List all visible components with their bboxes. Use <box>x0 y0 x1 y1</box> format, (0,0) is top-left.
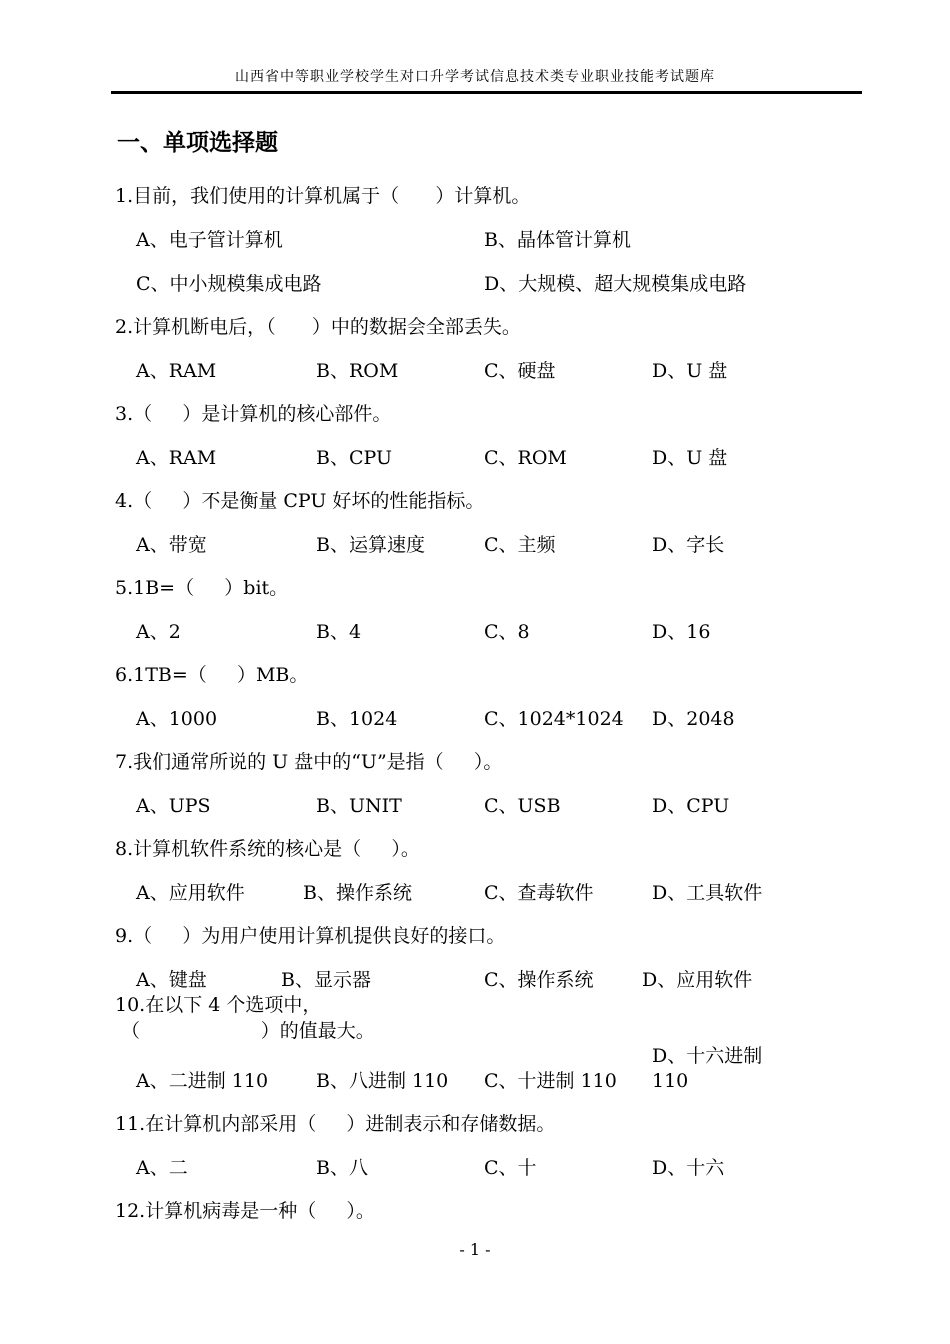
option-a: A、1000 <box>136 708 218 730</box>
option-b: B、ROM <box>316 360 399 382</box>
option-b: B、1024 <box>316 708 398 730</box>
question-stem: 7.我们通常所说的 U 盘中的“U”是指（ ）。 <box>115 751 503 773</box>
question-stem: 8.计算机软件系统的核心是（ ）。 <box>115 838 420 860</box>
question-stem: 12.计算机病毒是一种（ ）。 <box>115 1200 375 1222</box>
option-d: D、U 盘 <box>652 447 728 469</box>
option-b: B、UNIT <box>316 795 402 817</box>
option-c: C、8 <box>484 621 530 643</box>
question-stem: 3.（ ）是计算机的核心部件。 <box>115 403 392 425</box>
option-c: C、操作系统 <box>484 969 594 991</box>
option-a: A、2 <box>136 621 181 643</box>
option-d: D、十六进制 <box>652 1045 763 1067</box>
option-d-continued: 110 <box>652 1070 689 1092</box>
option-c: C、主频 <box>484 534 556 556</box>
question-stem: 9.（ ）为用户使用计算机提供良好的接口。 <box>115 925 506 947</box>
option-a: A、UPS <box>136 795 211 817</box>
option-c: C、ROM <box>484 447 567 469</box>
section-title: 一、单项选择题 <box>117 130 278 156</box>
question-stem: 2.计算机断电后，（ ）中的数据会全部丢失。 <box>115 316 521 338</box>
option-c: C、中小规模集成电路 <box>136 273 322 295</box>
option-b: B、运算速度 <box>316 534 425 556</box>
option-d: D、应用软件 <box>642 969 753 991</box>
option-b: B、晶体管计算机 <box>484 229 631 251</box>
option-c: C、USB <box>484 795 561 817</box>
option-a: A、键盘 <box>136 969 207 991</box>
option-a: A、RAM <box>136 360 217 382</box>
option-d: D、十六 <box>652 1157 725 1179</box>
page-header: 山西省中等职业学校学生对口升学考试信息技术类专业职业技能考试题库 <box>235 69 715 85</box>
question-stem: 1.目前，我们使用的计算机属于（ ）计算机。 <box>115 185 531 207</box>
option-c: C、十进制 110 <box>484 1070 617 1092</box>
option-a: A、电子管计算机 <box>136 229 283 251</box>
question-stem: 11.在计算机内部采用（ ）进制表示和存储数据。 <box>115 1113 556 1135</box>
question-stem: 10.在以下 4 个选项中， <box>115 994 322 1016</box>
question-stem-continued: （ ）的值最大。 <box>121 1020 375 1042</box>
option-c: C、十 <box>484 1157 537 1179</box>
option-a: A、二 <box>136 1157 188 1179</box>
option-b: B、八进制 110 <box>316 1070 449 1092</box>
option-b: B、CPU <box>316 447 392 469</box>
option-d: D、CPU <box>652 795 730 817</box>
question-stem: 5.1B=（ ）bit。 <box>115 577 289 599</box>
option-c: C、查毒软件 <box>484 882 594 904</box>
option-b: B、4 <box>316 621 362 643</box>
option-c: C、硬盘 <box>484 360 556 382</box>
option-a: A、带宽 <box>136 534 207 556</box>
option-a: A、RAM <box>136 447 217 469</box>
option-c: C、1024*1024 <box>484 708 624 730</box>
option-d: D、工具软件 <box>652 882 763 904</box>
header-divider <box>111 91 862 94</box>
option-d: D、2048 <box>652 708 735 730</box>
question-stem: 4.（ ）不是衡量 CPU 好坏的性能指标。 <box>115 490 485 512</box>
question-stem: 6.1TB=（ ）MB。 <box>115 664 309 686</box>
option-d: D、U 盘 <box>652 360 728 382</box>
option-b: B、操作系统 <box>303 882 412 904</box>
option-a: A、应用软件 <box>136 882 245 904</box>
option-d: D、字长 <box>652 534 725 556</box>
option-a: A、二进制 110 <box>136 1070 269 1092</box>
option-d: D、大规模、超大规模集成电路 <box>484 273 747 295</box>
option-b: B、显示器 <box>281 969 371 991</box>
page-number: - 1 - <box>459 1240 491 1259</box>
option-b: B、八 <box>316 1157 368 1179</box>
option-d: D、16 <box>652 621 711 643</box>
